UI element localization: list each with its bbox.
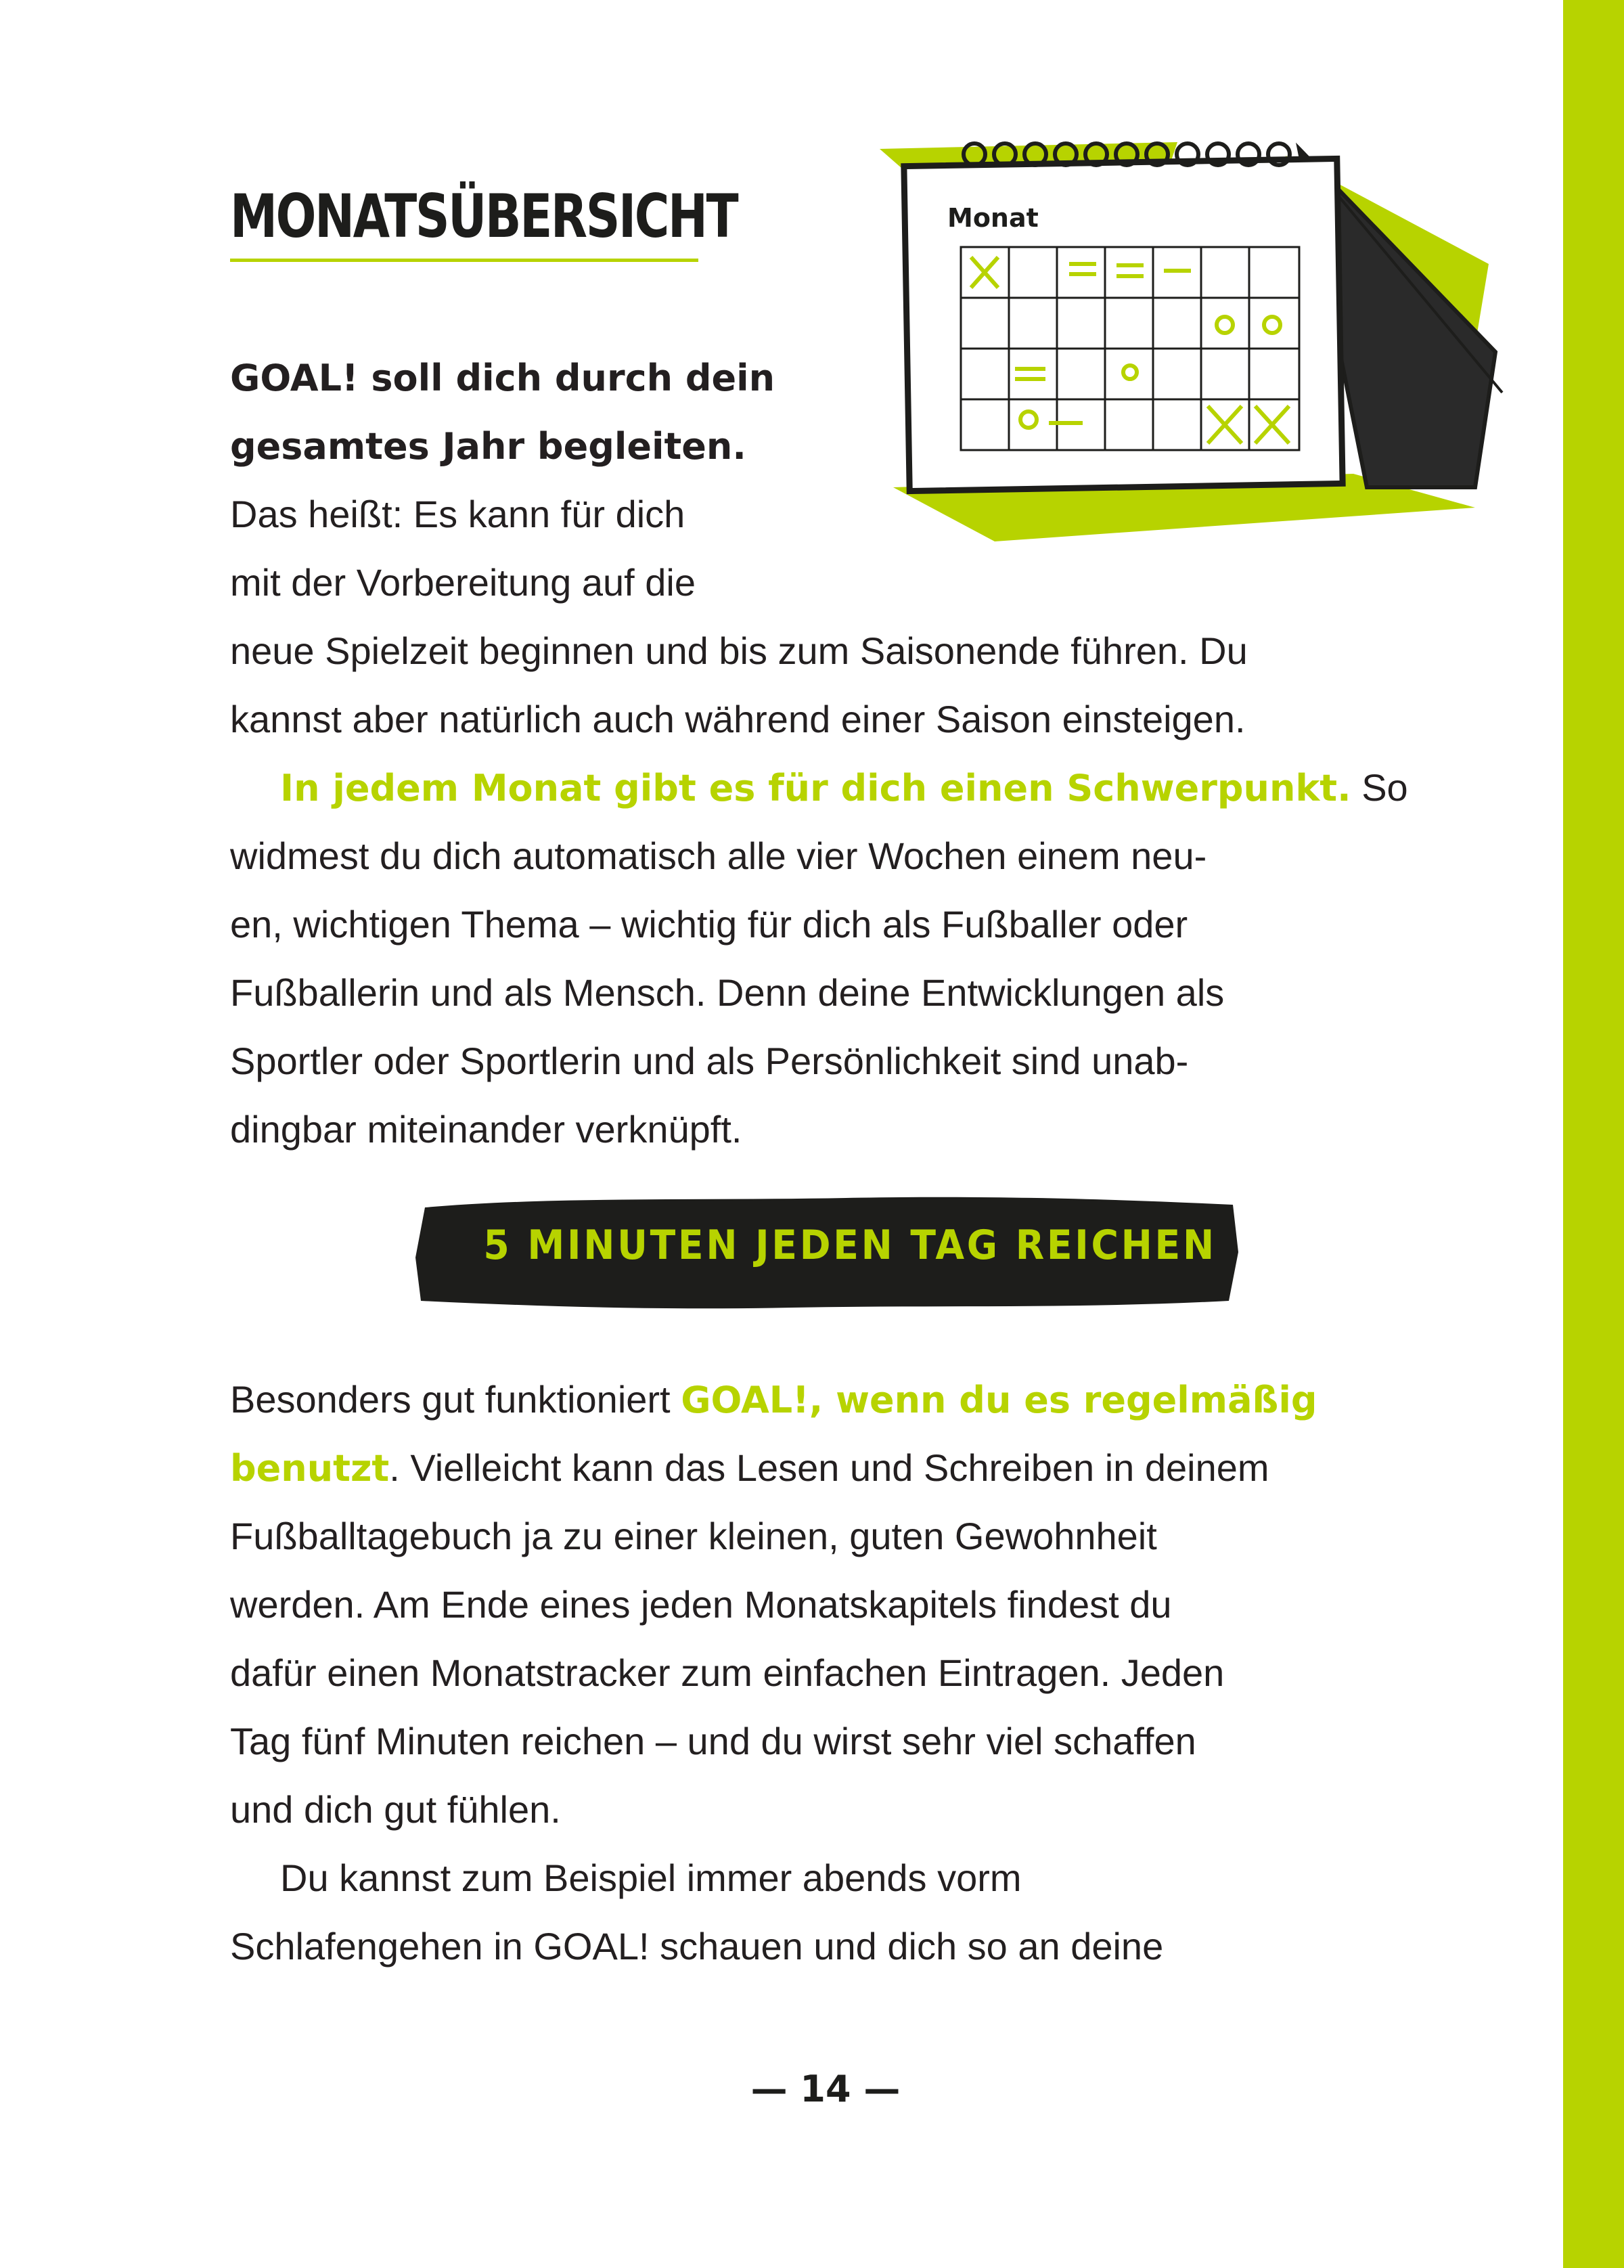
- text-line: en, wichtigen Thema – wichtig für dich als Fußballer oder: [230, 903, 1188, 946]
- text-fragment: So: [1351, 766, 1408, 809]
- text-line: kannst aber natürlich auch während einer Saison einsteigen.: [230, 698, 1246, 740]
- text-line: Schlafengehen in GOAL! schauen und dich so an deine: [230, 1925, 1164, 1967]
- text-line: mit der Vorbereitung auf die: [230, 561, 696, 604]
- highlight-text: benutzt: [230, 1447, 390, 1490]
- calendar-label: Monat: [947, 203, 1039, 233]
- text-fragment: Besonders gut funktioniert: [230, 1378, 681, 1421]
- page-number: — 14 —: [750, 2068, 901, 2110]
- text-line: werden. Am Ende eines jeden Monatskapitels findest du: [230, 1583, 1172, 1626]
- text-line: dafür einen Monatstracker zum einfachen Eintragen. Jeden: [230, 1651, 1225, 1694]
- bold-intro-line-1: GOAL! soll dich durch dein: [230, 357, 775, 399]
- text-line: Das heißt: Es kann für dich: [230, 493, 685, 535]
- highlight-text: GOAL!, wenn du es regelmäßig: [681, 1379, 1317, 1421]
- banner-heading: 5 MINUTEN JEDEN TAG REICHEN: [483, 1222, 1217, 1269]
- text-line: dingbar miteinander verknüpft.: [230, 1108, 742, 1151]
- text-line: und dich gut fühlen.: [230, 1788, 561, 1831]
- title-underline: [230, 259, 698, 262]
- text-line: widmest du dich automatisch alle vier Wochen einem neu-: [230, 835, 1207, 877]
- text-fragment: . Vielleicht kann das Lesen und Schreiben in deinem: [389, 1446, 1269, 1489]
- intro-paragraphs: [230, 343, 1408, 1163]
- text-line: neue Spielzeit beginnen und bis zum Saisonende führen. Du: [230, 629, 1248, 672]
- bold-intro-line-2: gesamtes Jahr begleiten.: [230, 425, 746, 468]
- highlight-text: In jedem Monat gibt es für dich einen Schwerpunkt.: [280, 767, 1351, 809]
- text-line: Fußballtagebuch ja zu einer kleinen, guten Gewohnheit: [230, 1515, 1157, 1557]
- habit-paragraphs: [230, 1365, 1317, 1980]
- text-line: Tag fünf Minuten reichen – und du wirst sehr viel schaffen: [230, 1720, 1196, 1762]
- text-line: Sportler oder Sportlerin und als Persönlichkeit sind unab-: [230, 1040, 1189, 1082]
- page-title: MONATSÜBERSICHT: [230, 181, 738, 251]
- text-line: Fußballerin und als Mensch. Denn deine Entwicklungen als: [230, 971, 1225, 1014]
- text-line: Du kannst zum Beispiel immer abends vorm: [280, 1856, 1022, 1899]
- side-accent-bar: [1563, 0, 1624, 2268]
